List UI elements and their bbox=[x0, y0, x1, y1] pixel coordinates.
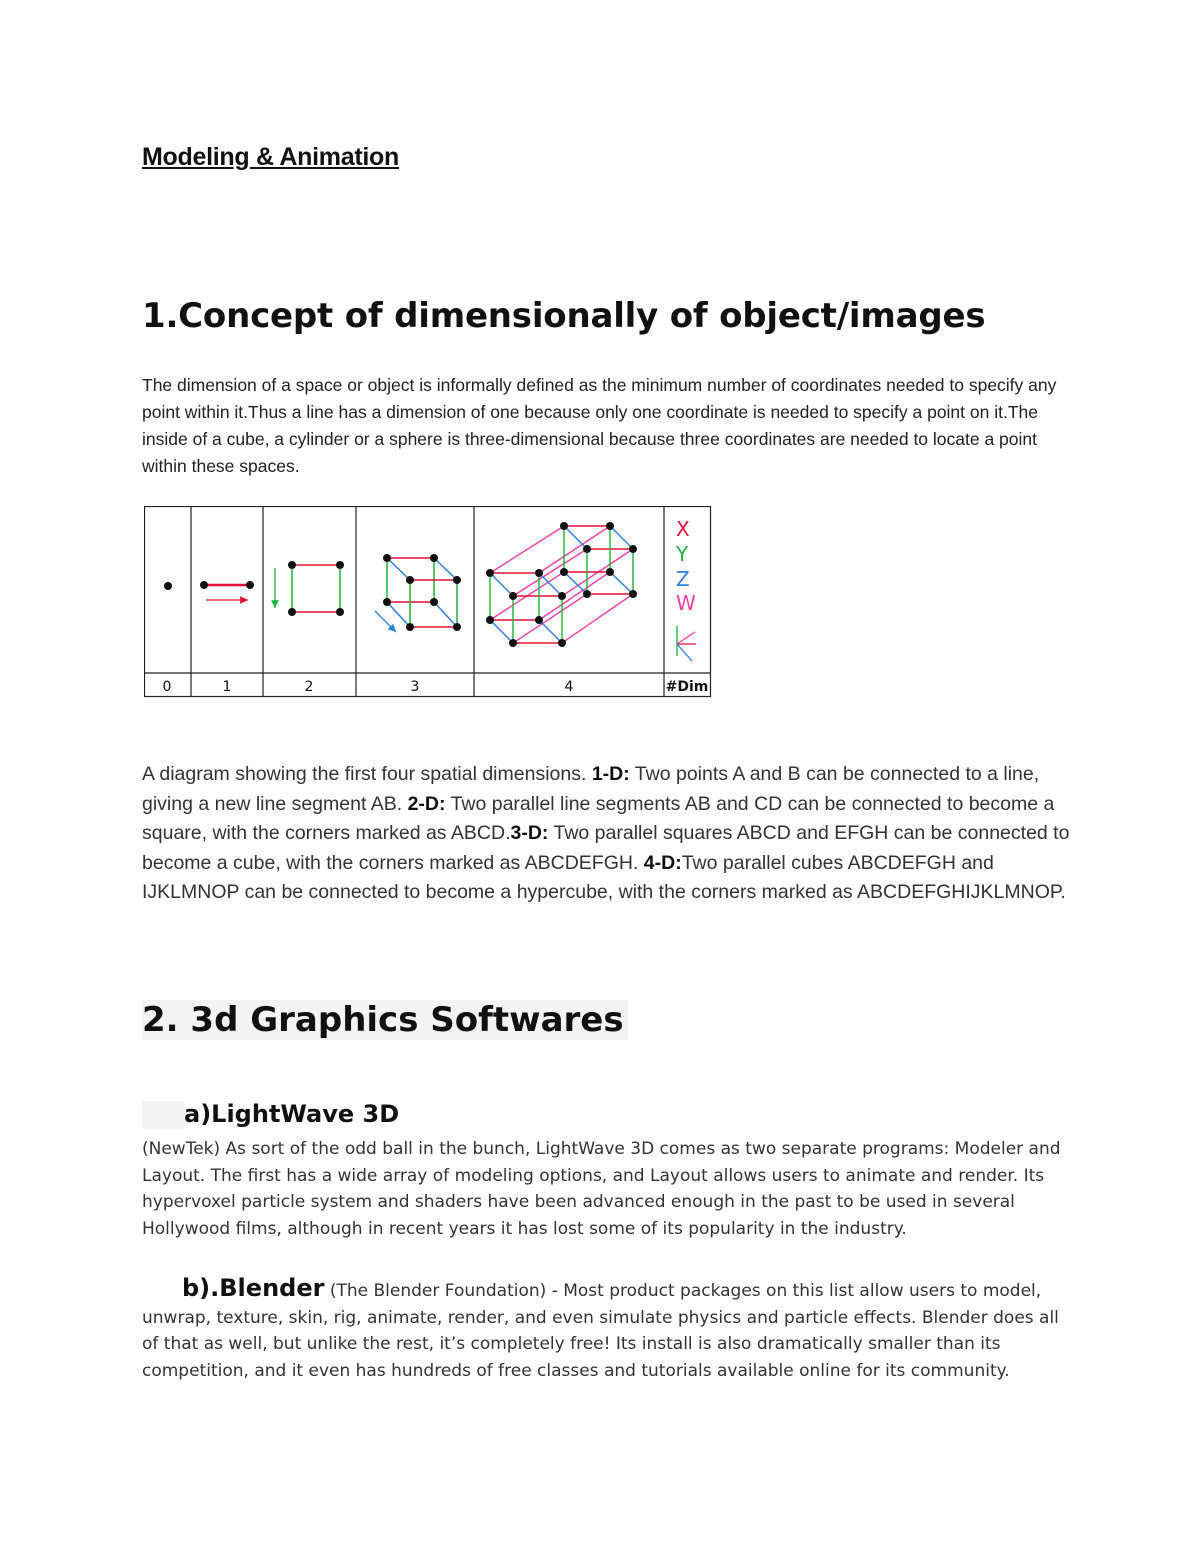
caption-1d-text: Two points A and B can be connected to a line, giving a new line segment AB. bbox=[142, 763, 1040, 815]
dim-label-3: 3 bbox=[410, 679, 420, 695]
dim-label-4: 4 bbox=[564, 679, 574, 695]
lightwave-paragraph: (NewTek) As sort of the odd ball in the bunch, LightWave 3D comes as two separate programs: Modeler and Layout. The first has a wide array of modeling options, and Layout allows users to animate and render. Its hypervoxel particle system and shaders have been advanced enough in the past to be used in several Hollywood films, although in recent years it has lost some of its popularity in the industry. bbox=[142, 1139, 1061, 1239]
heading-indent bbox=[142, 1101, 184, 1129]
caption-4d-label: 4-D: bbox=[643, 851, 682, 874]
segment-1d bbox=[200, 581, 254, 600]
axis-letter-w: W bbox=[676, 591, 696, 615]
dim-label-1: 1 bbox=[222, 679, 232, 695]
caption-intro: A diagram showing the first four spatial dimensions. bbox=[142, 763, 592, 785]
caption-4d-text: Two parallel cubes ABCDEFGH and IJKLMNOP can be connected to become a hypercube, with the corners marked as ABCDEFGHIJKLMNOP. bbox=[142, 851, 1066, 903]
caption-3d-text: Two parallel squares ABCD and EFGH can be connected to become a cube, with the corners marked as ABCDEFGH. bbox=[142, 822, 1070, 874]
square-2d bbox=[275, 561, 344, 616]
axis-letter-y: Y bbox=[676, 542, 689, 566]
dim-label-2: 2 bbox=[304, 679, 314, 695]
caption-2d-label: 2-D: bbox=[407, 792, 446, 815]
section-1-heading: 1.Concept of dimensionally of object/images bbox=[142, 296, 986, 336]
axis-legend bbox=[675, 517, 696, 661]
blender-text: (The Blender Foundation) - Most product packages on this list allow users to model, unwrap, texture, skin, rig, animate, render, and even simulate physics and particle effects. Blender does all of that as well, but unlike the rest, it’s completely free! Its install is also dramatically smaller than its competition, and it even has hundreds of free classes and tutorials available online for its community. bbox=[142, 1281, 1059, 1381]
caption-1d-label: 1-D: bbox=[591, 763, 630, 785]
axis-letter-z: Z bbox=[676, 567, 690, 591]
axis-letter-x: X bbox=[676, 517, 690, 541]
point-0d bbox=[164, 582, 172, 590]
dim-label-header: #Dim bbox=[665, 679, 709, 695]
caption-2d-text: Two parallel line segments AB and CD can be connected to become a square, with the corners marked as ABCD. bbox=[142, 792, 1055, 844]
section-1-paragraph: The dimension of a space or object is informally defined as the minimum number of coordinates needed to specify any point within it.Thus a line has a dimension of one because only one coordinate is needed to specify a point on it.The inside of a cube, a cylinder or a sphere is three-dimensional because three coordinates are needed to locate a point within these spaces. bbox=[142, 375, 1057, 476]
dimensions-diagram bbox=[144, 506, 712, 698]
cube-3d bbox=[375, 554, 461, 632]
blender-paragraph bbox=[142, 1275, 1072, 1384]
caption-3d-label: 3-D: bbox=[510, 822, 549, 844]
lightwave-heading bbox=[142, 1100, 399, 1129]
diagram-caption bbox=[142, 760, 1082, 908]
document-title: Modeling & Animation bbox=[142, 143, 399, 171]
dimension-labels bbox=[163, 679, 709, 695]
section-2-heading: 2. 3d Graphics Softwares bbox=[142, 1000, 628, 1040]
blender-heading: b).Blender bbox=[182, 1274, 325, 1302]
dim-label-0: 0 bbox=[162, 679, 172, 695]
lightwave-heading-text: a)LightWave 3D bbox=[184, 1100, 400, 1128]
hypercube-4d bbox=[486, 522, 637, 647]
